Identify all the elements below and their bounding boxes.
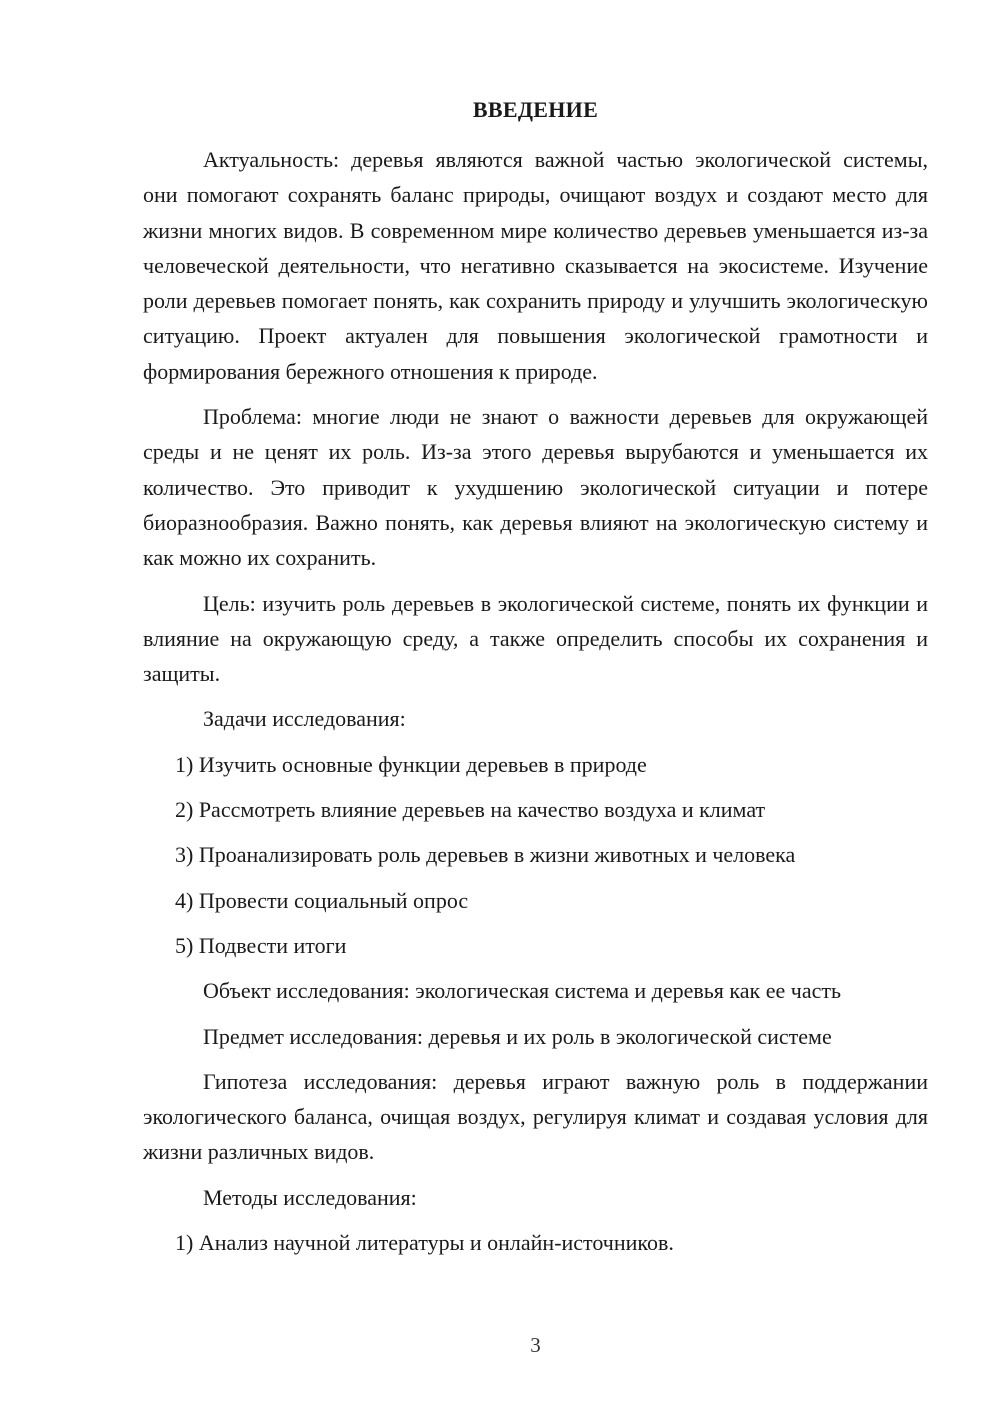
object-paragraph: Объект исследования: экологическая система и деревья как ее часть (203, 978, 841, 1004)
method-item-1: 1) Анализ научной литературы и онлайн-источников. (175, 1230, 674, 1256)
problem-paragraph: Проблема: многие люди не знают о важности деревьев для окружающей среды и не ценят их роль. Из-за этого деревья вырубаются и уменьшается их количество. Это приводит к ухудшению экологической ситуации и потере биоразнообразия. Важно понять, как деревья влияют на экологическую систему и как можно их сохранить. (143, 404, 928, 571)
relevance-paragraph: Актуальность: деревья являются важной частью экологической системы, они помогают сохранять баланс природы, очищают воздух и создают место для жизни многих видов. В современном мире количество деревьев уменьшается из-за человеческой деятельности, что негативно сказывается на экосистеме. Изучение роли деревьев помогает понять, как сохранить природу и улучшить экологическую ситуацию. Проект актуален для повышения экологической грамотности и формирования бережного отношения к природе. (143, 147, 928, 384)
subject-paragraph: Предмет исследования: деревья и их роль в экологической системе (203, 1023, 832, 1049)
section-body (143, 142, 928, 1270)
document-page (143, 0, 928, 1414)
section-heading: ВВЕДЕНИЕ (472, 97, 599, 122)
tasks-heading: Задачи исследования: (203, 706, 406, 732)
task-item-5: 5) Подвести итоги (175, 932, 347, 958)
task-item-4: 4) Провести социальный опрос (175, 887, 469, 913)
page-number: 3 (530, 1333, 541, 1357)
goal-paragraph: Цель: изучить роль деревьев в экологической системе, понять их функции и влияние на окружающую среду, а также определить способы их сохранения и защиты. (143, 590, 928, 687)
task-item-1: 1) Изучить основные функции деревьев в природе (175, 751, 647, 777)
task-item-3: 3) Проанализировать роль деревьев в жизни животных и человека (175, 842, 796, 868)
task-item-2: 2) Рассмотреть влияние деревьев на качество воздуха и климат (175, 797, 766, 823)
hypothesis-paragraph: Гипотеза исследования: деревья играют важную роль в поддержании экологического баланса, очищая воздух, регулируя климат и создавая условия для жизни различных видов. (143, 1068, 928, 1165)
methods-heading: Методы исследования: (203, 1184, 417, 1210)
